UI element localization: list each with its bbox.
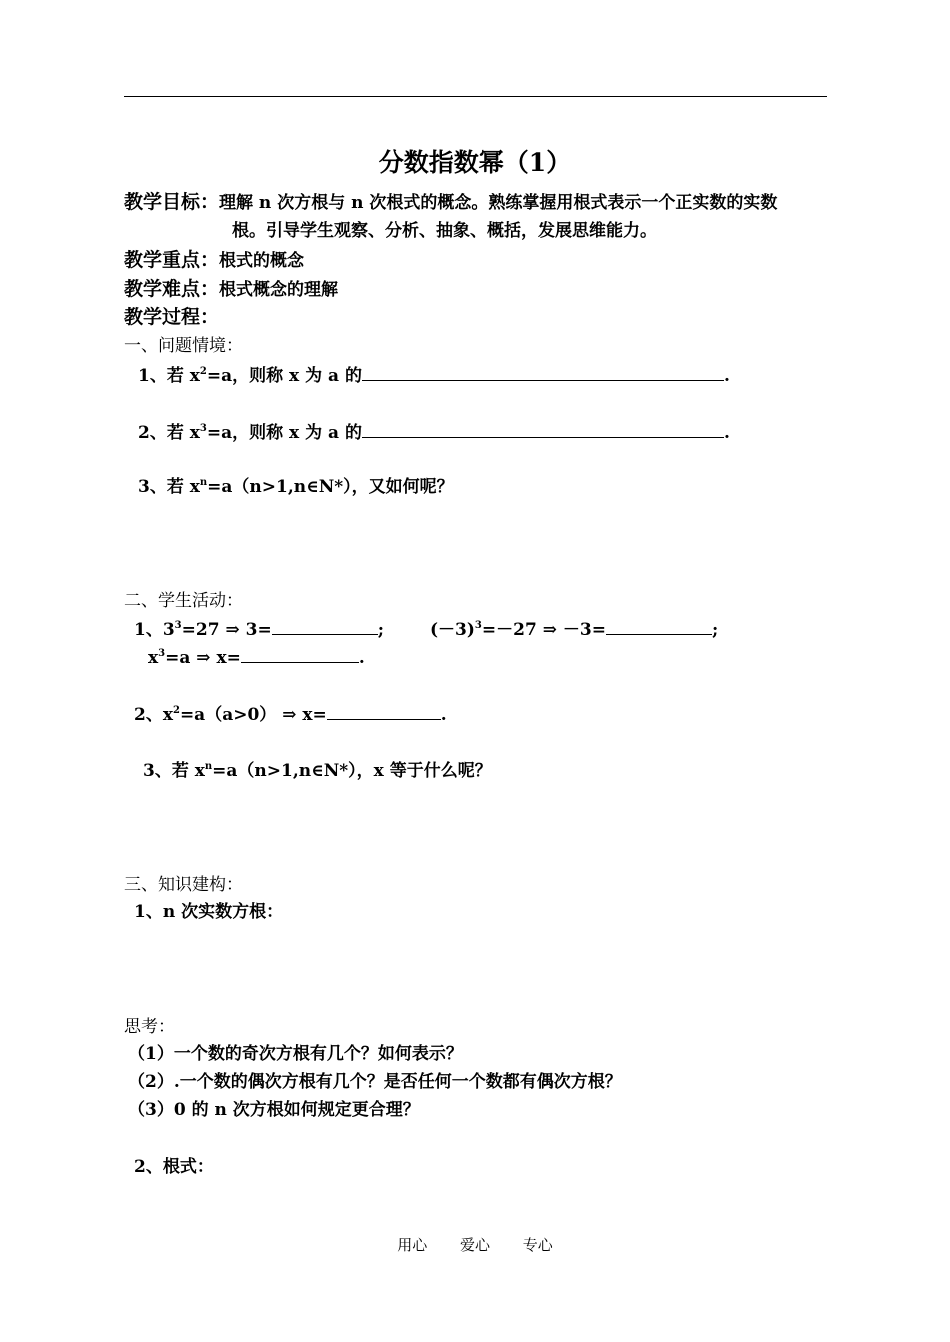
section1-question-1 (138, 363, 730, 386)
knowledge-item-2: 2、根式： (134, 1157, 214, 1177)
think-label: 思考： (124, 1017, 175, 1037)
teaching-process-label-text: 教学过程： (124, 306, 220, 328)
activity-1-part-2 (430, 617, 718, 640)
activity-1-line-2 (148, 645, 365, 668)
a1p2-mid: =－27 ⇒ －3= (481, 620, 606, 640)
a1p2-answer-blank[interactable] (606, 617, 712, 635)
activity-1-part-1 (134, 617, 384, 640)
a1l2-end: . (358, 648, 365, 668)
teaching-goal-text: 理解 n 次方根与 n 次根式的概念。熟练掌握用根式表示一个正实数的实数 (219, 193, 778, 213)
a1l2-sup: 3 (158, 648, 166, 659)
page-footer (0, 1234, 950, 1255)
a1p1-mid: =27 ⇒ 3= (181, 620, 272, 640)
activity-2 (134, 702, 447, 725)
teaching-key-label: 教学重点： (124, 249, 220, 271)
section1-heading: 一、问题情境： (124, 336, 243, 356)
a3-suffix: =a（n>1,n∈N*），x 等于什么呢？ (212, 761, 492, 781)
a2-answer-blank[interactable] (327, 702, 441, 720)
section2-heading: 二、学生活动： (124, 591, 243, 611)
a1p1-sup: 3 (174, 620, 182, 631)
q1-suffix: =a，则称 x 为 a 的 (206, 366, 362, 386)
teaching-key-row (124, 250, 304, 271)
think-question-2: （2）.一个数的偶次方根有几个？是否任何一个数都有偶次方根？ (128, 1072, 622, 1092)
footer-left: 用心 (397, 1236, 428, 1254)
a1p1-answer-blank[interactable] (272, 617, 378, 635)
q3-suffix: =a（n>1,n∈N*），又如何呢？ (207, 477, 454, 497)
teaching-process-label (124, 307, 219, 327)
activity-3 (143, 761, 492, 781)
knowledge-item-1: 1、n 次实数方根： (134, 902, 284, 922)
section3-heading: 三、知识建构： (124, 875, 243, 895)
a1p2-sup: 3 (474, 620, 482, 631)
q1-sup: 2 (199, 366, 207, 377)
teaching-difficulty-row (124, 279, 338, 300)
q2-prefix: 2、若 x (138, 423, 200, 443)
a3-sup: n (204, 761, 213, 772)
a1p1-end: ; (377, 620, 384, 640)
a2-prefix: 2、x (134, 705, 173, 725)
a1p1-prefix: 1、3 (134, 620, 175, 640)
teaching-key-text: 根式的概念 (219, 251, 305, 271)
a1p2-prefix: (－3) (430, 620, 475, 640)
a2-sup: 2 (172, 705, 180, 716)
section1-question-2 (138, 420, 730, 443)
a2-end: . (440, 705, 447, 725)
q2-sup: 3 (199, 423, 207, 434)
q3-prefix: 3、若 x (138, 477, 200, 497)
q2-end: . (723, 423, 730, 443)
a2-mid: =a（a>0） ⇒ x= (179, 705, 327, 725)
a1p2-end: ; (711, 620, 719, 640)
teaching-goal-text-cont: 根。引导学生观察、分析、抽象、概括，发展思维能力。 (232, 221, 657, 241)
footer-right: 专心 (522, 1236, 553, 1254)
q2-suffix: =a，则称 x 为 a 的 (206, 423, 362, 443)
page-title: 分数指数幂（1） (378, 148, 572, 177)
q1-answer-blank[interactable] (362, 363, 724, 381)
teaching-goal-row (124, 192, 777, 213)
think-question-3: （3）0 的 n 次方根如何规定更合理？ (128, 1100, 420, 1120)
q1-end: . (723, 366, 730, 386)
think-question-1: （1）一个数的奇次方根有几个？如何表示？ (128, 1044, 463, 1064)
a1l2-answer-blank[interactable] (241, 645, 359, 663)
q1-prefix: 1、若 x (138, 366, 200, 386)
top-rule (124, 96, 827, 97)
teaching-goal-label: 教学目标： (124, 191, 220, 213)
a1l2-prefix: x (148, 648, 159, 668)
q3-sup: n (199, 477, 208, 488)
teaching-difficulty-label: 教学难点： (124, 278, 220, 300)
q2-answer-blank[interactable] (362, 420, 724, 438)
a1l2-mid: =a ⇒ x= (165, 648, 241, 668)
a3-prefix: 3、若 x (143, 761, 205, 781)
footer-middle: 爱心 (459, 1236, 490, 1254)
teaching-difficulty-text: 根式概念的理解 (219, 280, 339, 300)
section1-question-3 (138, 477, 454, 497)
